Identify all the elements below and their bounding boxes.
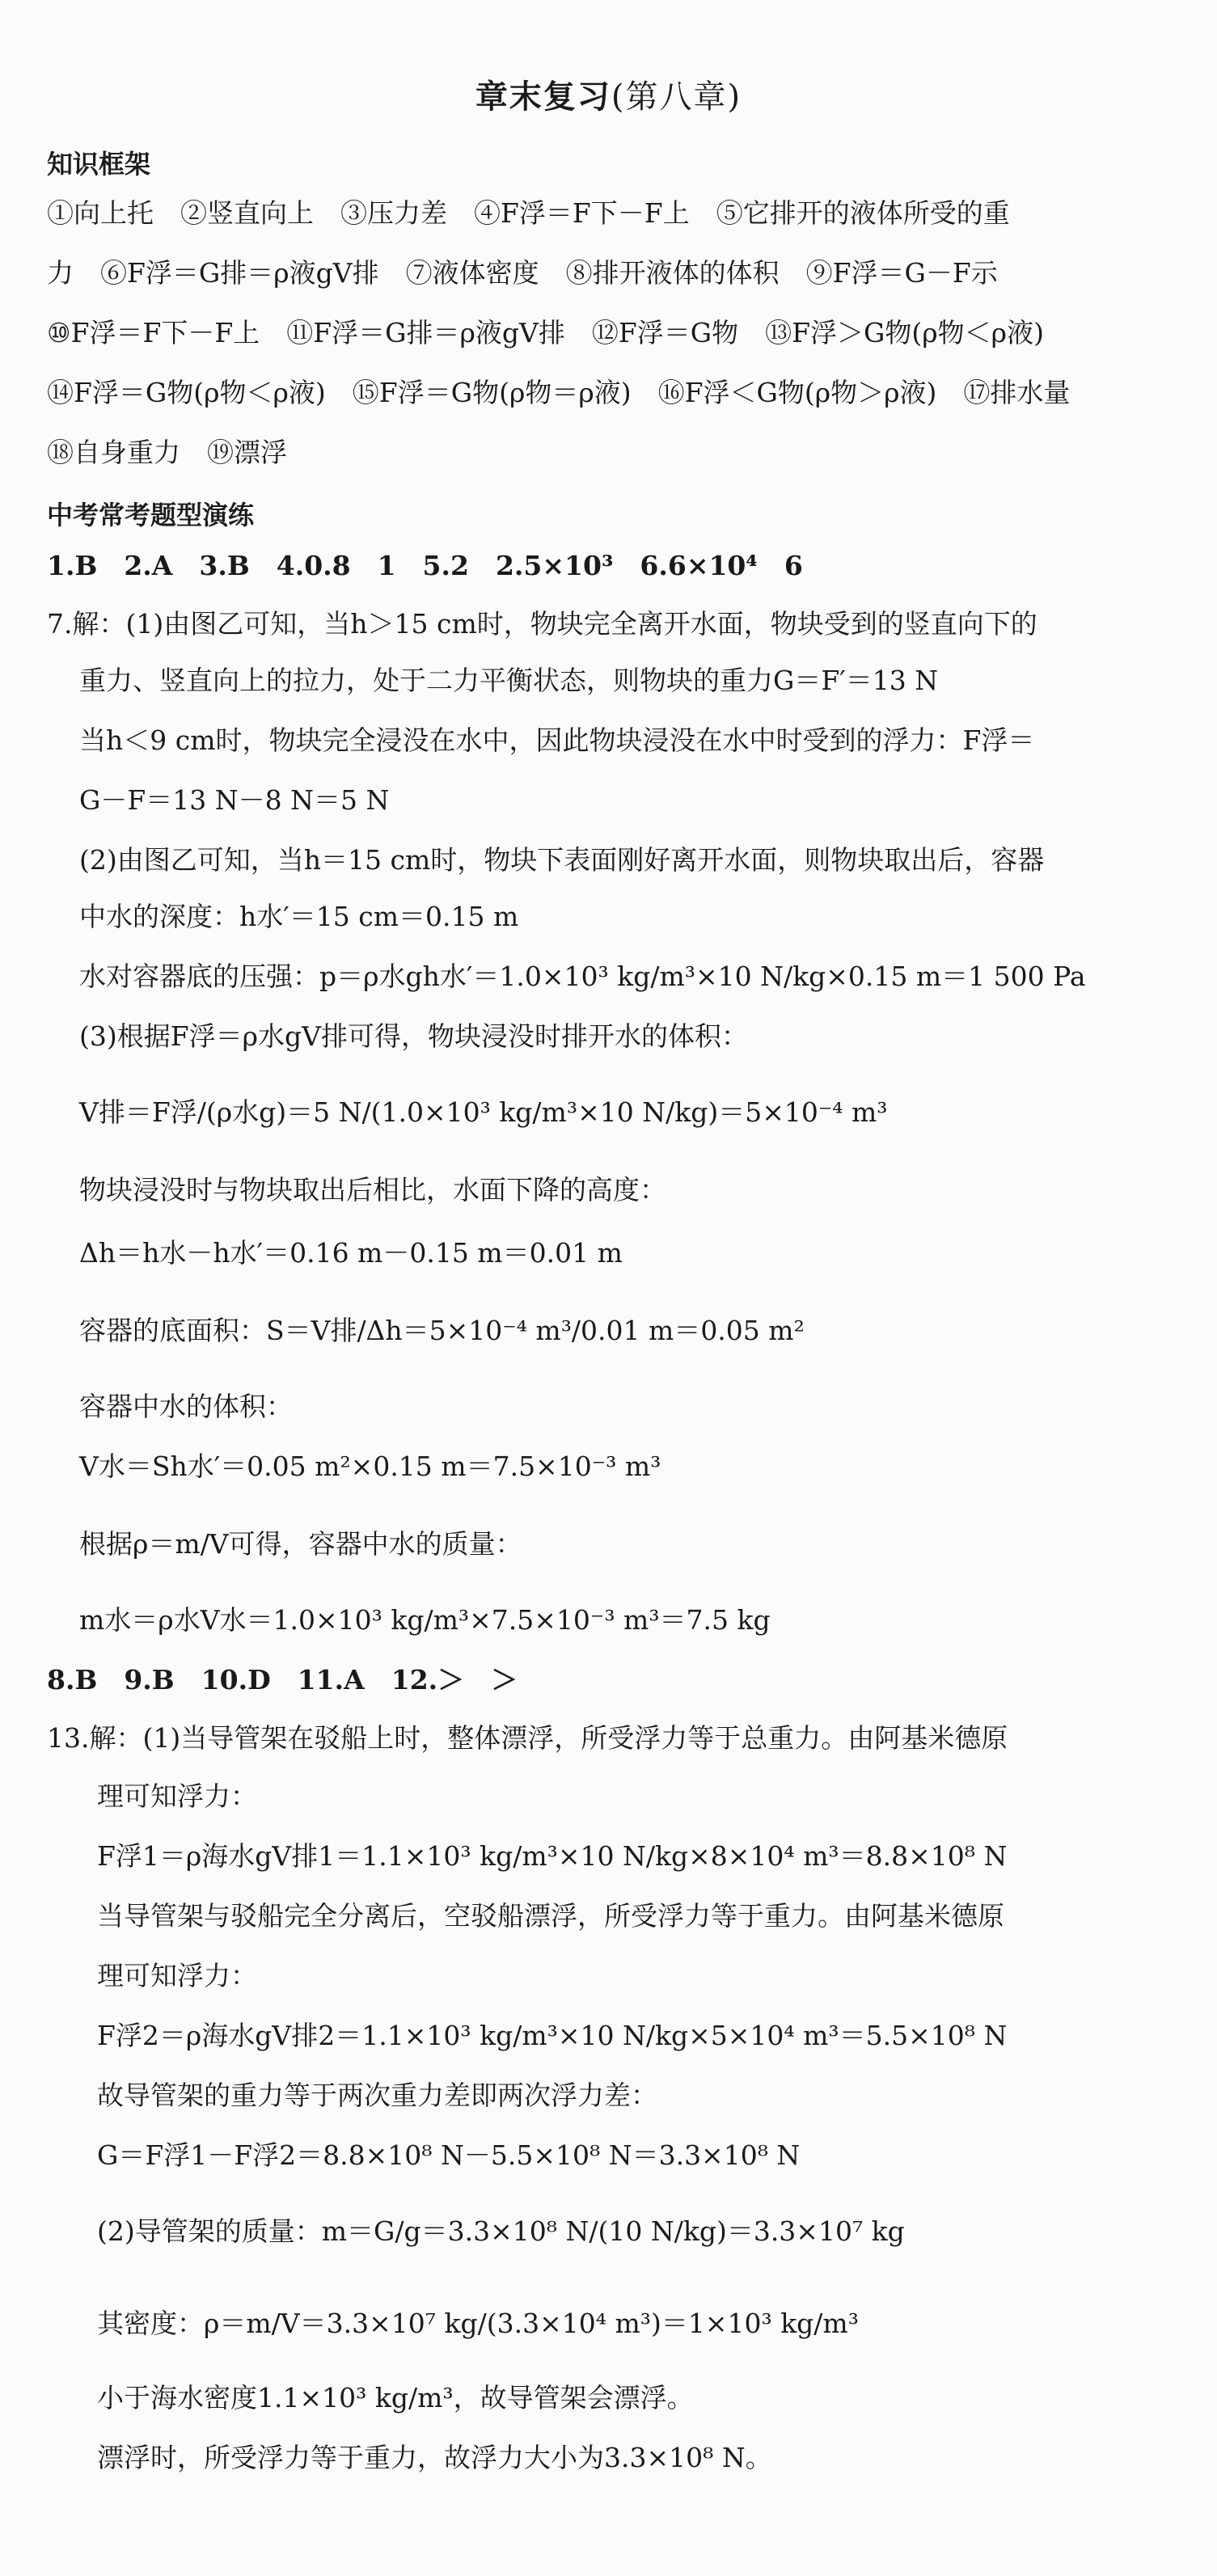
q13-eq-mass: (2)导管架的质量：m＝G/g＝3.3×10⁸ N/(10 N/kg)＝3.3×10⁷ kg (97, 2215, 905, 2247)
q13-line-3: F浮1＝ρ海水gV排1＝1.1×10³ kg/m³×10 N/kg×8×10⁴ m³＝8.8×10⁸ N (97, 1840, 1008, 1872)
answers-8-12: 8.B 9.B 10.D 11.A 12.＞ ＞ (47, 1664, 518, 1696)
q7-line-1: 7.解：(1)由图乙可知，当h＞15 cm时，物块完全离开水面，物块受到的竖直向下的 (47, 608, 1037, 640)
q7-line-3: 当h＜9 cm时，物块完全浸没在水中，因此物块浸没在水中时受到的浮力：F浮＝ (79, 724, 1035, 756)
q7-line-4: G－F＝13 N－8 N＝5 N (79, 784, 390, 816)
q13-line-12: 漂浮时，所受浮力等于重力，故浮力大小为3.3×10⁸ N。 (97, 2442, 772, 2473)
q7-line-2: 重力、竖直向上的拉力，处于二力平衡状态，则物块的重力G＝F′＝13 N (79, 665, 939, 696)
q13-line-8: G＝F浮1－F浮2＝8.8×10⁸ N－5.5×10⁸ N＝3.3×10⁸ N (97, 2139, 801, 2171)
q7-line-16: m水＝ρ水V水＝1.0×10³ kg/m³×7.5×10⁻³ m³＝7.5 kg (79, 1604, 771, 1636)
section-knowledge-framework: 知识框架 (47, 149, 151, 179)
kf-line-2: 力 ⑥F浮＝G排＝ρ液gV排 ⑦液体密度 ⑧排开液体的体积 ⑨F浮＝G－F示 (47, 257, 998, 289)
kf-line-1: ①向上托 ②竖直向上 ③压力差 ④F浮＝F下－F上 ⑤它排开的液体所受的重 (47, 197, 1010, 229)
q7-eq-v-displaced: V排＝F浮/(ρ水g)＝5 N/(1.0×10³ kg/m³×10 N/kg)＝5×10⁻⁴ m³ (79, 1096, 888, 1128)
q7-line-13: 容器中水的体积： (79, 1391, 293, 1422)
q7-line-11: Δh＝h水－h水′＝0.16 m－0.15 m＝0.01 m (79, 1237, 623, 1269)
q13-line-7: 故导管架的重力等于两次重力差即两次浮力差： (97, 2080, 657, 2111)
q7-line-8: (3)根据F浮＝ρ水gV排可得，物块浸没时排开水的体积： (79, 1020, 748, 1052)
q7-eq-base-area: 容器的底面积：S＝V排/Δh＝5×10⁻⁴ m³/0.01 m＝0.05 m² (79, 1315, 805, 1346)
q13-eq-density: 其密度：ρ＝m/V＝3.3×10⁷ kg/(3.3×10⁴ m³)＝1×10³ kg/m³ (97, 2308, 859, 2339)
q13-line-6: F浮2＝ρ海水gV排2＝1.1×10³ kg/m³×10 N/kg×5×10⁴ m³＝5.5×10⁸ N (97, 2020, 1008, 2051)
kf-line-3: ⑩F浮＝F下－F上 ⑪F浮＝G排＝ρ液gV排 ⑫F浮＝G物 ⑬F浮＞G物(ρ物＜ρ液) (47, 317, 1044, 348)
q7-line-14: V水＝Sh水′＝0.05 m²×0.15 m＝7.5×10⁻³ m³ (79, 1451, 661, 1482)
q7-line-6: 中水的深度：h水′＝15 cm＝0.15 m (79, 901, 519, 932)
page-title: 章末复习(第八章) (475, 78, 742, 116)
q13-line-4: 当导管架与驳船完全分离后，空驳船漂浮，所受浮力等于重力。由阿基米德原 (97, 1900, 1004, 1932)
q13-line-1: 13.解：(1)当导管架在驳船上时，整体漂浮，所受浮力等于总重力。由阿基米德原 (47, 1722, 1008, 1754)
q7-line-15: 根据ρ＝m/V可得，容器中水的质量： (79, 1528, 522, 1560)
q7-line-7: 水对容器底的压强：p＝ρ水gh水′＝1.0×10³ kg/m³×10 N/kg×0.15 m＝1 500 Pa (79, 961, 1086, 992)
kf-line-5: ⑱自身重力 ⑲漂浮 (47, 437, 287, 468)
section-exam-practice: 中考常考题型演练 (47, 500, 255, 530)
q7-line-10: 物块浸没时与物块取出后相比，水面下降的高度： (79, 1174, 666, 1206)
kf-line-4: ⑭F浮＝G物(ρ物＜ρ液) ⑮F浮＝G物(ρ物＝ρ液) ⑯F浮＜G物(ρ物＞ρ液) ⑰排水量 (47, 377, 1071, 408)
q7-line-5: (2)由图乙可知，当h＝15 cm时，物块下表面刚好离开水面，则物块取出后，容器 (79, 844, 1045, 876)
answers-1-6: 1.B 2.A 3.B 4.0.8 1 5.2 2.5×10³ 6.6×10⁴ 6 (47, 550, 803, 581)
q13-line-5: 理可知浮力： (97, 1960, 257, 1991)
q13-line-2: 理可知浮力： (97, 1780, 257, 1812)
q13-line-11: 小于海水密度1.1×10³ kg/m³，故导管架会漂浮。 (97, 2382, 694, 2413)
